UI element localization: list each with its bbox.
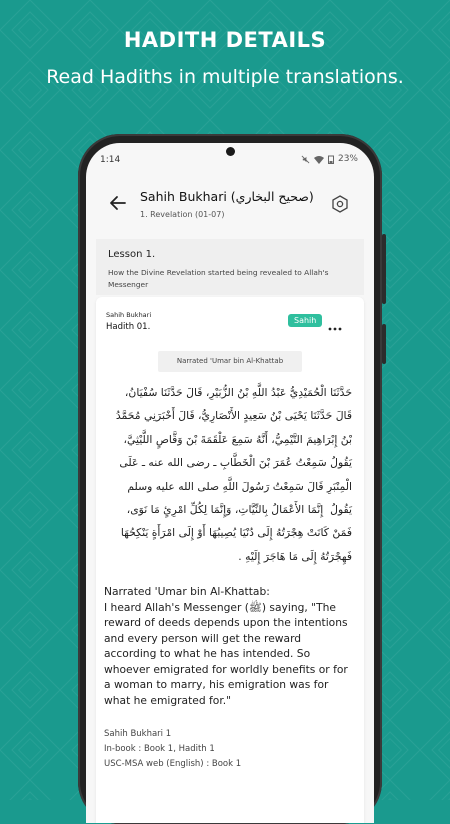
app-header [86, 179, 374, 237]
settings-button[interactable] [330, 194, 350, 214]
references [104, 727, 354, 772]
battery-icon [328, 155, 334, 164]
arrow-left-icon [108, 193, 128, 213]
lesson-description: How the Divine Revelation started being revealed to Allah's Messenger [108, 268, 329, 289]
promo-title: HADITH DETAILS [123, 28, 327, 52]
settings-icon [330, 194, 350, 214]
phone-volume-button [382, 234, 386, 304]
hadith-book-name: Sahih Bukhari [106, 311, 152, 319]
hadith-number: Hadith 01. [106, 322, 151, 332]
translation-body: I heard Allah's Messenger (ﷺ) saying, "The reward of deeds depends upon the intentions and every person will get the reward according to what he has intended. So whoever emigrated for worldly benefits or for a woman to marry, his emigration was for what he emigrated for." [104, 600, 348, 707]
hadith-card [96, 297, 364, 823]
header-subtitle: 1. Revelation (01-07) [140, 210, 225, 219]
arabic-text: حَدَّثَنَا الْحُمَيْدِيُّ عَبْدُ اللَّهِ بْنُ الزُّبَيْرِ، قَالَ حَدَّثَنَا سُفْيَانُ، قَالَ حَدَّثَنَا يَحْيَى بْنُ سَعِيدٍ الأَنْصَارِيُّ، قَالَ أَخْبَرَنِي مُحَمَّدُ بْنُ إِبْرَاهِيمَ التَّيْمِيُّ، أَنَّهُ سَمِعَ عَلْقَمَةَ بْنَ وَقَّاصٍ اللَّيْثِيَّ، يَقُولُ سَمِعْتُ عُمَرَ بْنَ الْخَطَّابِ ـ رضى الله عنه ـ عَلَى الْمِنْبَرِ قَالَ سَمِعْتُ رَسُولَ اللَّهِ صلى الله عليه وسلم يَقُولُ ‏ إِنَّمَا الأَعْمَالُ بِالنِّيَّاتِ، وَإِنَّمَا لِكُلِّ امْرِئٍ مَا نَوَى، فَمَنْ كَانَتْ هِجْرَتُهُ إِلَى دُنْيَا يُصِيبُهَا أَوْ إِلَى امْرَأَةٍ يَنْكِحُهَا فَهِجْرَتُهُ إِلَى مَا هَاجَرَ إِلَيْهِ ‏. [115, 386, 352, 563]
lesson-box [96, 239, 364, 295]
more-horizontal-icon [328, 326, 342, 332]
lesson-title: Lesson 1. [108, 249, 156, 260]
battery-percent: 23% [337, 154, 358, 164]
status-icons [301, 154, 358, 164]
header-title: Sahih Bukhari (صحيح البخاري) [140, 189, 314, 204]
translation-text [104, 584, 354, 708]
promo-subtitle: Read Hadiths in multiple translations. [46, 66, 404, 88]
wifi-icon [314, 155, 324, 164]
narrator-pill: Narrated 'Umar bin Al-Khattab [158, 351, 302, 372]
front-camera [226, 147, 235, 156]
grade-badge: Sahih [288, 314, 322, 327]
more-options-button[interactable] [328, 317, 342, 323]
reference-line: USC-MSA web (English) : Book 1 [104, 759, 242, 769]
app-screen [86, 143, 374, 823]
back-button[interactable] [108, 193, 128, 213]
mute-icon [301, 155, 310, 164]
phone-frame [78, 134, 382, 824]
phone-power-button [382, 324, 386, 364]
translation-narrator: Narrated 'Umar bin Al-Khattab: [104, 585, 270, 598]
reference-line: Sahih Bukhari 1 [104, 729, 172, 739]
reference-line: In-book : Book 1, Hadith 1 [104, 744, 215, 754]
status-time: 1:14 [100, 155, 121, 165]
